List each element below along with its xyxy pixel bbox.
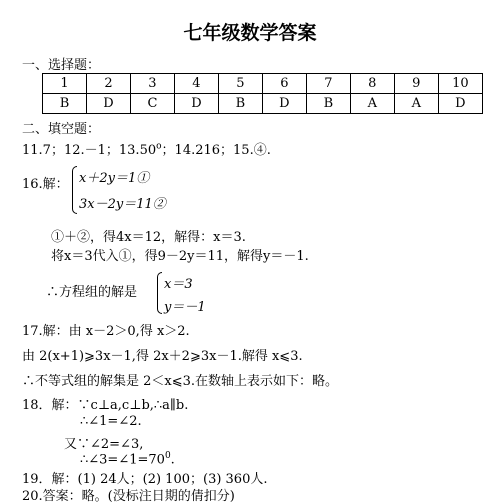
- answer-cell: C: [130, 94, 174, 114]
- question-number: 2: [86, 74, 130, 94]
- question-number: 8: [350, 74, 394, 94]
- q18-line-4: [80, 451, 175, 467]
- q18-result: ∴∠3=∠1=70: [80, 452, 165, 468]
- question-number: 4: [174, 74, 218, 94]
- answer-cell: D: [262, 94, 306, 114]
- q16-solution-y: y＝－1: [164, 300, 206, 315]
- q16-conclusion: ∴方程组的解是: [46, 285, 138, 300]
- answer-table-number-row: [43, 74, 483, 94]
- q16-equation-1: x＋2y＝1①: [79, 171, 150, 186]
- q20-line: 20.答案：略。(没标注日期的倩扣分): [22, 489, 235, 504]
- q18-line-2: ∴∠1=∠2.: [80, 414, 142, 429]
- answer-cell: D: [174, 94, 218, 114]
- answer-cell: B: [218, 94, 262, 114]
- question-number: 1: [43, 74, 87, 94]
- answer-cell: D: [438, 94, 482, 114]
- q18-period: .: [170, 452, 175, 468]
- answer-cell: D: [86, 94, 130, 114]
- fill-answers-part-b: ；14.216；15.④.: [161, 143, 271, 158]
- q16-step-1: ①＋②，得4x＝12，解得：x＝3.: [51, 230, 246, 245]
- fill-in-answers: [22, 139, 271, 158]
- answer-table: [42, 73, 483, 114]
- answer-cell: A: [394, 94, 438, 114]
- q17-line-3: ∴不等式组的解集是 2＜x⩽3.在数轴上表示如下：略。: [22, 374, 339, 389]
- q18-line-1: 18．解：∵c⊥a,c⊥b,∴a∥b.: [22, 398, 189, 413]
- q16-step-2: 将x＝3代入①，得9－2y＝11，解得y＝－1.: [51, 249, 309, 264]
- q16-solution-x: x＝3: [164, 277, 193, 292]
- fill-angle-value: 50: [139, 143, 157, 158]
- q16-label: 16.解：: [22, 177, 69, 192]
- question-number: 9: [394, 74, 438, 94]
- page-title: 七年级数学答案: [183, 22, 317, 44]
- q17-line-1: 17.解：由 x－2＞0,得 x＞2.: [22, 324, 190, 339]
- equation-system-brace: [72, 166, 77, 214]
- q16-equation-2: 3x－2y＝11②: [79, 197, 166, 212]
- degree-mark: 0: [164, 451, 171, 461]
- question-number: 10: [438, 74, 482, 94]
- question-number: 5: [218, 74, 262, 94]
- answer-cell: B: [306, 94, 350, 114]
- q19-line: 19．解：(1) 24人；(2) 100；(3) 360人.: [22, 472, 268, 487]
- answer-cell: A: [350, 94, 394, 114]
- answer-table-answer-row: [43, 94, 483, 114]
- section2-heading: 二、填空题：: [22, 122, 101, 137]
- answer-cell: B: [43, 94, 87, 114]
- q17-line-2: 由 2(x+1)⩾3x－1,得 2x＋2⩾3x－1.解得 x⩽3.: [22, 349, 303, 364]
- fill-answers-part-a: 11.7；12.－1；13.: [22, 143, 140, 158]
- section1-heading: 一、选择题：: [22, 58, 101, 73]
- question-number: 3: [130, 74, 174, 94]
- question-number: 6: [262, 74, 306, 94]
- solution-brace: [157, 272, 162, 314]
- question-number: 7: [306, 74, 350, 94]
- degree-mark: o: [156, 141, 162, 152]
- q18-line-3: 又∵∠2=∠3,: [64, 437, 144, 452]
